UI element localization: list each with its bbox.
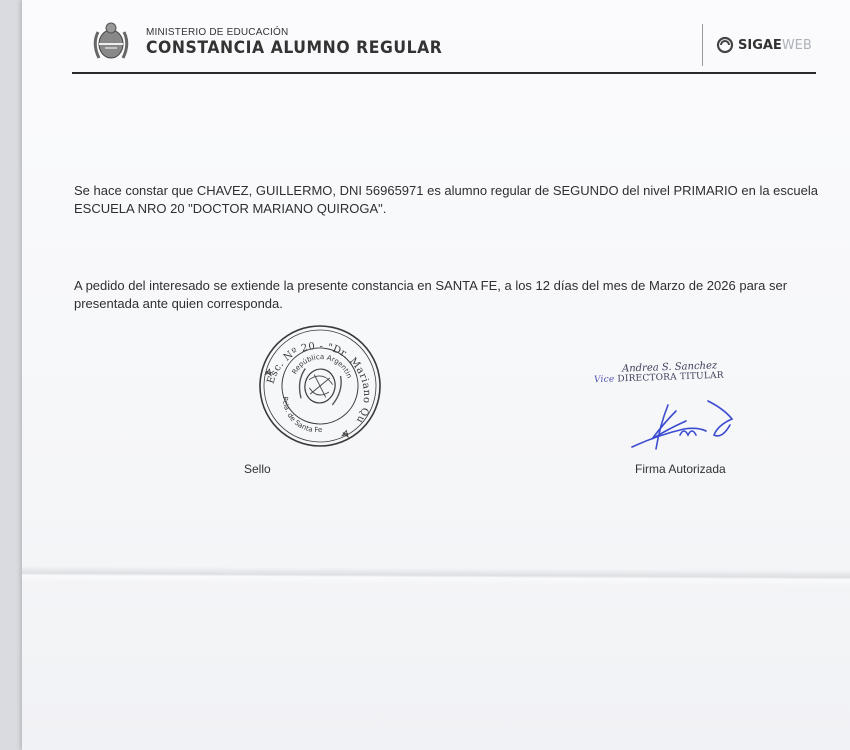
issuance-text: A pedido del interesado se extiende la presente constancia en SANTA FE, a los 12 días del mes de Marzo de 2026 para ser presentada ante quien corresponda. [74, 278, 788, 311]
seal-label: Sello [244, 462, 271, 476]
school-seal [250, 320, 390, 452]
document-header [72, 18, 816, 76]
header-divider [702, 24, 703, 66]
signatory-role-prefix: Vice [593, 374, 615, 386]
document-title: CONSTANCIA ALUMNO REGULAR [146, 38, 443, 58]
svg-text:Pcia. de Santa Fe [275, 395, 329, 436]
coat-of-arms-icon [90, 20, 132, 64]
brand-name-light: WEB [781, 37, 812, 53]
seal-emblem-icon [296, 365, 343, 407]
ministry-name: MINISTERIO DE EDUCACIÓN [146, 27, 289, 38]
header-rule [72, 72, 816, 74]
brand-name-bold: SIGAE [738, 37, 782, 53]
certification-text: Se hace constar que CHAVEZ, GUILLERMO, DNI 56965971 es alumno regular de SEGUNDO del nivel PRIMARIO en la escuela ESCUELA NRO 20 "DOCTOR MARIANO QUIROGA". [74, 183, 818, 216]
seal-outer-text: Esc. Nº 20 - "Dr. Mariano Quiroga" [265, 341, 373, 426]
handwritten-signature [628, 395, 740, 453]
brand-logo [716, 36, 812, 54]
document-page [22, 0, 850, 750]
seal-province-text: Pcia. de Santa Fe [280, 396, 323, 435]
sigae-logo-icon [716, 36, 734, 54]
signature-label: Firma Autorizada [635, 462, 726, 476]
signatory-role-title: DIRECTORA TITULAR [617, 370, 724, 385]
signatory-name: Andrea S. Sanchez [621, 360, 718, 375]
seal-inner-text: República Argentina [290, 353, 354, 380]
